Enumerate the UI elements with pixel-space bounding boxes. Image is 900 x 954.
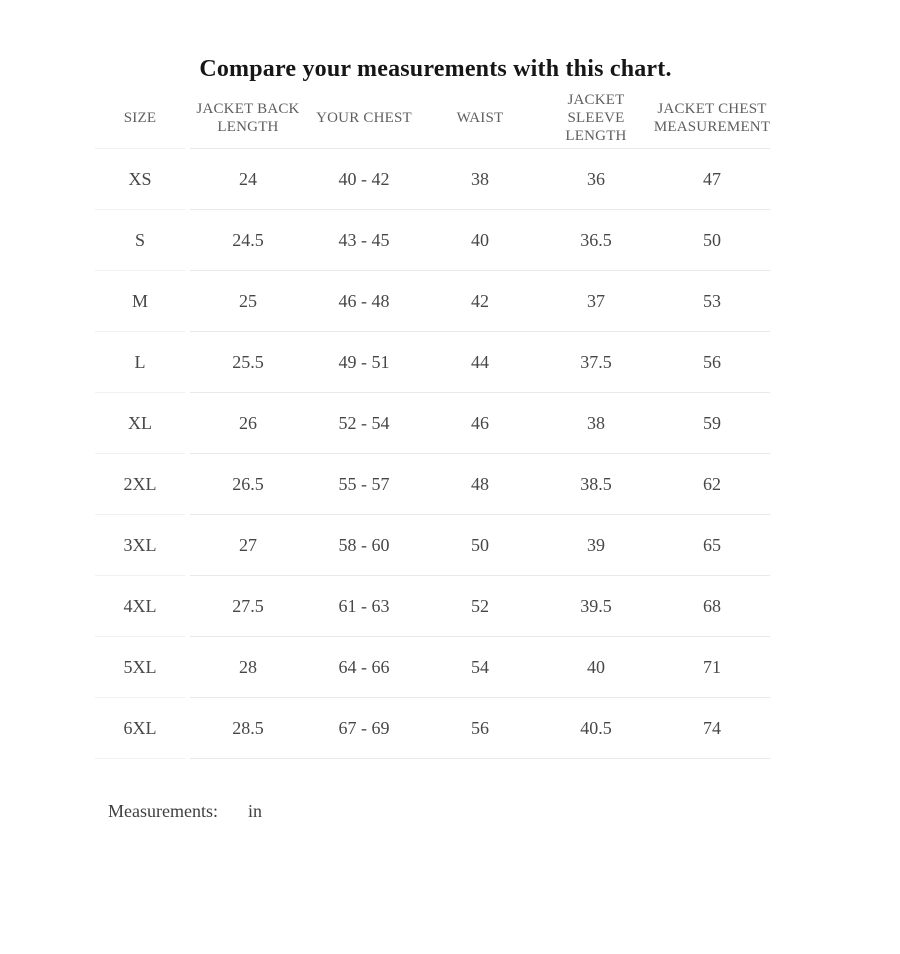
cell-jacket-chest-measurement: 62 [703,473,721,494]
cell-your-chest: 46 - 48 [338,290,390,311]
cell-your-chest: 58 - 60 [338,534,390,555]
cell-size: M [95,271,185,332]
column-header-jacket-back-length [190,101,306,136]
table-row [95,454,770,515]
cell-your-chest: 64 - 66 [338,656,390,677]
unit-selector[interactable]: in [247,801,262,822]
row-values [190,271,770,332]
cell-jacket-chest-measurement: 56 [703,351,721,372]
column-header-size [95,89,185,149]
cell-jacket-sleeve-length: 38.5 [580,473,612,494]
row-values [190,515,770,576]
size-chart-table [95,89,770,759]
column-header-label: JACKET CHEST MEASUREMENT [653,101,771,135]
cell-jacket-chest-measurement: 65 [703,534,721,555]
row-values [190,454,770,515]
column-header-label: WAIST [456,109,504,126]
cell-jacket-back-length: 27.5 [232,595,264,616]
column-header-jacket-chest-measurement [654,101,770,136]
cell-size: 4XL [95,576,185,637]
cell-jacket-chest-measurement: 50 [703,229,721,250]
row-values [190,698,770,759]
row-values [190,576,770,637]
column-header-label: JACKET BACK LENGTH [196,101,300,135]
cell-jacket-back-length: 25.5 [232,351,264,372]
cell-jacket-sleeve-length: 36 [587,168,605,189]
column-header-label: JACKET SLEEVE LENGTH [565,92,627,144]
cell-waist: 40 [471,229,489,250]
cell-jacket-chest-measurement: 59 [703,412,721,433]
cell-waist: 44 [471,351,489,372]
table-row [95,149,770,210]
cell-jacket-chest-measurement: 74 [703,717,721,738]
column-header-label: SIZE [123,109,157,126]
cell-waist: 56 [471,717,489,738]
cell-your-chest: 55 - 57 [338,473,390,494]
table-header-row [95,89,770,149]
page-title: Compare your measurements with this chart. [199,56,672,82]
row-values [190,332,770,393]
table-row [95,332,770,393]
cell-size: 5XL [95,637,185,698]
cell-waist: 52 [471,595,489,616]
cell-jacket-chest-measurement: 68 [703,595,721,616]
cell-jacket-sleeve-length: 40.5 [580,717,612,738]
cell-jacket-sleeve-length: 38 [587,412,605,433]
cell-waist: 50 [471,534,489,555]
column-header-waist [422,110,538,128]
cell-size: L [95,332,185,393]
cell-size: 6XL [95,698,185,759]
cell-waist: 46 [471,412,489,433]
table-row [95,576,770,637]
cell-jacket-back-length: 26 [239,412,257,433]
cell-jacket-back-length: 28 [239,656,257,677]
measurements-units-row [108,801,900,822]
cell-size: XS [95,149,185,210]
column-header-label: YOUR CHEST [316,109,412,126]
cell-jacket-back-length: 24 [239,168,257,189]
cell-your-chest: 40 - 42 [338,168,390,189]
cell-jacket-back-length: 25 [239,290,257,311]
cell-waist: 54 [471,656,489,677]
cell-size: S [95,210,185,271]
cell-jacket-chest-measurement: 53 [703,290,721,311]
cell-jacket-sleeve-length: 36.5 [580,229,612,250]
cell-jacket-sleeve-length: 39.5 [580,595,612,616]
cell-size: 2XL [95,454,185,515]
row-values [190,393,770,454]
cell-jacket-chest-measurement: 71 [703,656,721,677]
cell-jacket-sleeve-length: 37.5 [580,351,612,372]
cell-your-chest: 61 - 63 [338,595,390,616]
cell-jacket-back-length: 24.5 [232,229,264,250]
table-row [95,271,770,332]
column-header-jacket-sleeve-length [538,92,654,145]
measurements-label: Measurements: [108,801,218,822]
table-row [95,515,770,576]
row-values [190,149,770,210]
cell-jacket-back-length: 27 [239,534,257,555]
cell-waist: 38 [471,168,489,189]
row-values [190,210,770,271]
table-row [95,393,770,454]
table-row [95,698,770,759]
cell-jacket-sleeve-length: 37 [587,290,605,311]
cell-your-chest: 67 - 69 [338,717,390,738]
cell-jacket-back-length: 28.5 [232,717,264,738]
cell-jacket-sleeve-length: 39 [587,534,605,555]
size-chart-page [0,54,900,954]
cell-size: XL [95,393,185,454]
column-header-your-chest [306,110,422,128]
cell-your-chest: 43 - 45 [338,229,390,250]
table-row [95,210,770,271]
cell-waist: 48 [471,473,489,494]
cell-your-chest: 49 - 51 [338,351,390,372]
table-header-values [190,89,770,149]
cell-size: 3XL [95,515,185,576]
table-row [95,637,770,698]
cell-waist: 42 [471,290,489,311]
cell-jacket-sleeve-length: 40 [587,656,605,677]
cell-jacket-back-length: 26.5 [232,473,264,494]
cell-your-chest: 52 - 54 [338,412,390,433]
table-body [95,149,770,759]
cell-jacket-chest-measurement: 47 [703,168,721,189]
row-values [190,637,770,698]
